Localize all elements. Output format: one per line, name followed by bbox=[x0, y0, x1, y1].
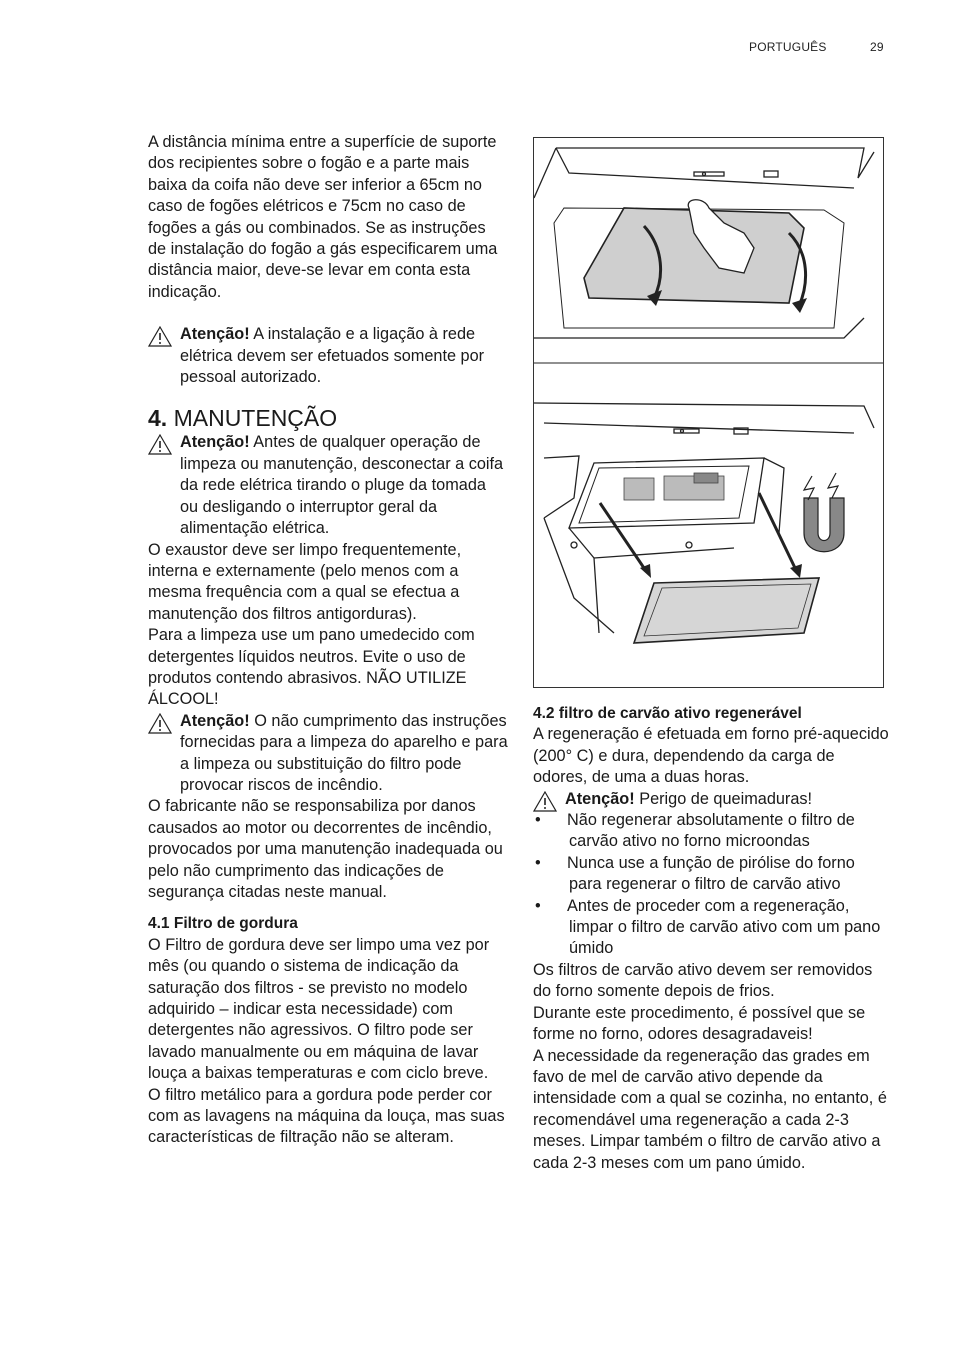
warning-icon bbox=[148, 434, 172, 455]
warning-text: Antes de qualquer operação de limpeza ou manutenção, desconectar a coifa da rede elétrica tirando o pluge da tomada ou desligando o interruptor geral da alimentação elétrica. bbox=[180, 433, 504, 538]
paragraph-detergent: Para a limpeza use um pano umedecido com detergentes líquidos neutros. Evite o uso de produtos contendo abrasivos. NÃO UTILIZE ÁLCOOL! bbox=[148, 626, 475, 709]
maintenance-illustration bbox=[533, 137, 884, 688]
warning-icon bbox=[148, 326, 172, 347]
paragraph-cleaning: O exaustor deve ser limpo frequentemente, interna e externamente (pelo menos com a mesma frequência com a qual se efectua a manutenção dos filtros antigorduras). bbox=[148, 540, 462, 623]
warning-text: A instalação e a ligação à rede elétrica devem ser efetuados somente por pessoal autorizado. bbox=[180, 325, 485, 387]
left-column bbox=[148, 132, 508, 1149]
warning-label: Atenção! bbox=[565, 789, 635, 808]
paragraph-regeneration: A regeneração é efetuada em forno pré-aquecido (200° C) e dura, dependendo da carga de odores, de uma a duas horas. bbox=[533, 725, 889, 787]
paragraph-cooling: Os filtros de carvão ativo devem ser removidos do forno somente depois de frios. bbox=[533, 960, 873, 1001]
bullet-line: para regenerar o filtro de carvão ativo bbox=[569, 875, 841, 894]
section-title: MANUTENÇÃO bbox=[173, 405, 338, 432]
list-item: • Não regenerar absolutamente o filtro de carvão ativo no forno microondas bbox=[533, 810, 893, 853]
warning-label: Atenção! bbox=[180, 325, 250, 344]
paragraph-grease-filter: O Filtro de gordura deve ser limpo uma vez por mês (ou quando o sistema de indicação da saturação dos filtros - se previsto no modelo adquirido – indicar esta necessidade) com detergentes não agressivos. O filtro pode ser lavado manualmente ou em máquina de lavar louça a baixas temperaturas e com ciclo breve. bbox=[148, 935, 490, 1083]
warning-label: Atenção! bbox=[180, 711, 250, 730]
warning-fire bbox=[148, 711, 508, 797]
warning-burns bbox=[533, 789, 893, 810]
bullet-line: limpar o filtro de carvão ativo com um pano úmido bbox=[569, 918, 881, 958]
warning-icon bbox=[533, 791, 557, 812]
warning-icon bbox=[148, 713, 172, 734]
bullet-line: carvão ativo no forno microondas bbox=[569, 832, 810, 851]
intro-paragraph: A distância mínima entre a superfície de suporte dos recipientes sobre o fogão e a parte mais baixa da coifa não deve ser inferior a 65cm no caso de fogões elétricos e 75cm no caso de fogões a gás ou combinados. Se as instruções de instalação do fogão a gás especificarem uma distância maior, deve-se levar em conta esta indicação. bbox=[148, 133, 498, 301]
subsection-title-grease: 4.1 Filtro de gordura bbox=[148, 915, 298, 933]
section-number: 4. bbox=[148, 405, 168, 432]
magnet-icon bbox=[804, 473, 844, 552]
list-item: • Nunca use a função de pirólise do forno para regenerar o filtro de carvão ativo bbox=[533, 853, 893, 896]
paragraph-liability: O fabricante não se responsabiliza por danos causados ao motor ou decorrentes de incêndio, provocados por uma manutenção inadequada ou pelo não cumprimento das indicações de segurança citadas neste manual. bbox=[148, 797, 503, 901]
paragraph-frequency: A necessidade da regeneração das grades em favo de mel de carvão ativo depende da intensidade com a qual se cozinha, no entanto, é recomendável uma regeneração a cada 2-3 meses. Limpar também o filtro de carvão ativo a cada 2-3 meses com um pano úmido. bbox=[533, 1046, 887, 1172]
warning-installation bbox=[148, 324, 508, 388]
warning-text: O não cumprimento das instruções fornecidas para a limpeza do aparelho e para a limpeza ou substituição do filtro pode provocar riscos de incêndio. bbox=[180, 711, 508, 794]
header-language: PORTUGUÊS bbox=[749, 40, 827, 54]
bullet-line: Não regenerar absolutamente o filtro de bbox=[567, 811, 855, 830]
bullet-line: Antes de proceder com a regeneração, bbox=[567, 896, 850, 915]
paragraph-odors: Durante este procedimento, é possível que se forme no forno, odores desagradaveis! bbox=[533, 1003, 866, 1044]
warning-maintenance bbox=[148, 432, 508, 539]
paragraph-metal-filter: O filtro metálico para a gordura pode perder cor com as lavagens na máquina da louça, mas suas características de filtração não se alteram. bbox=[148, 1085, 505, 1147]
subsection-title-charcoal: 4.2 filtro de carvão ativo regenerável bbox=[533, 705, 802, 722]
illustration-svg bbox=[534, 138, 883, 687]
page-number: 29 bbox=[870, 40, 884, 54]
warning-text: Perigo de queimaduras! bbox=[639, 789, 813, 808]
warning-label: Atenção! bbox=[180, 433, 250, 452]
right-column bbox=[533, 703, 893, 1174]
grease-filter-grid bbox=[624, 473, 724, 500]
list-item: • Antes de proceder com a regeneração, limpar o filtro de carvão ativo com um pano úmido bbox=[533, 896, 893, 960]
section-heading bbox=[148, 406, 508, 430]
bullet-line: Nunca use a função de pirólise do forno bbox=[567, 853, 855, 872]
